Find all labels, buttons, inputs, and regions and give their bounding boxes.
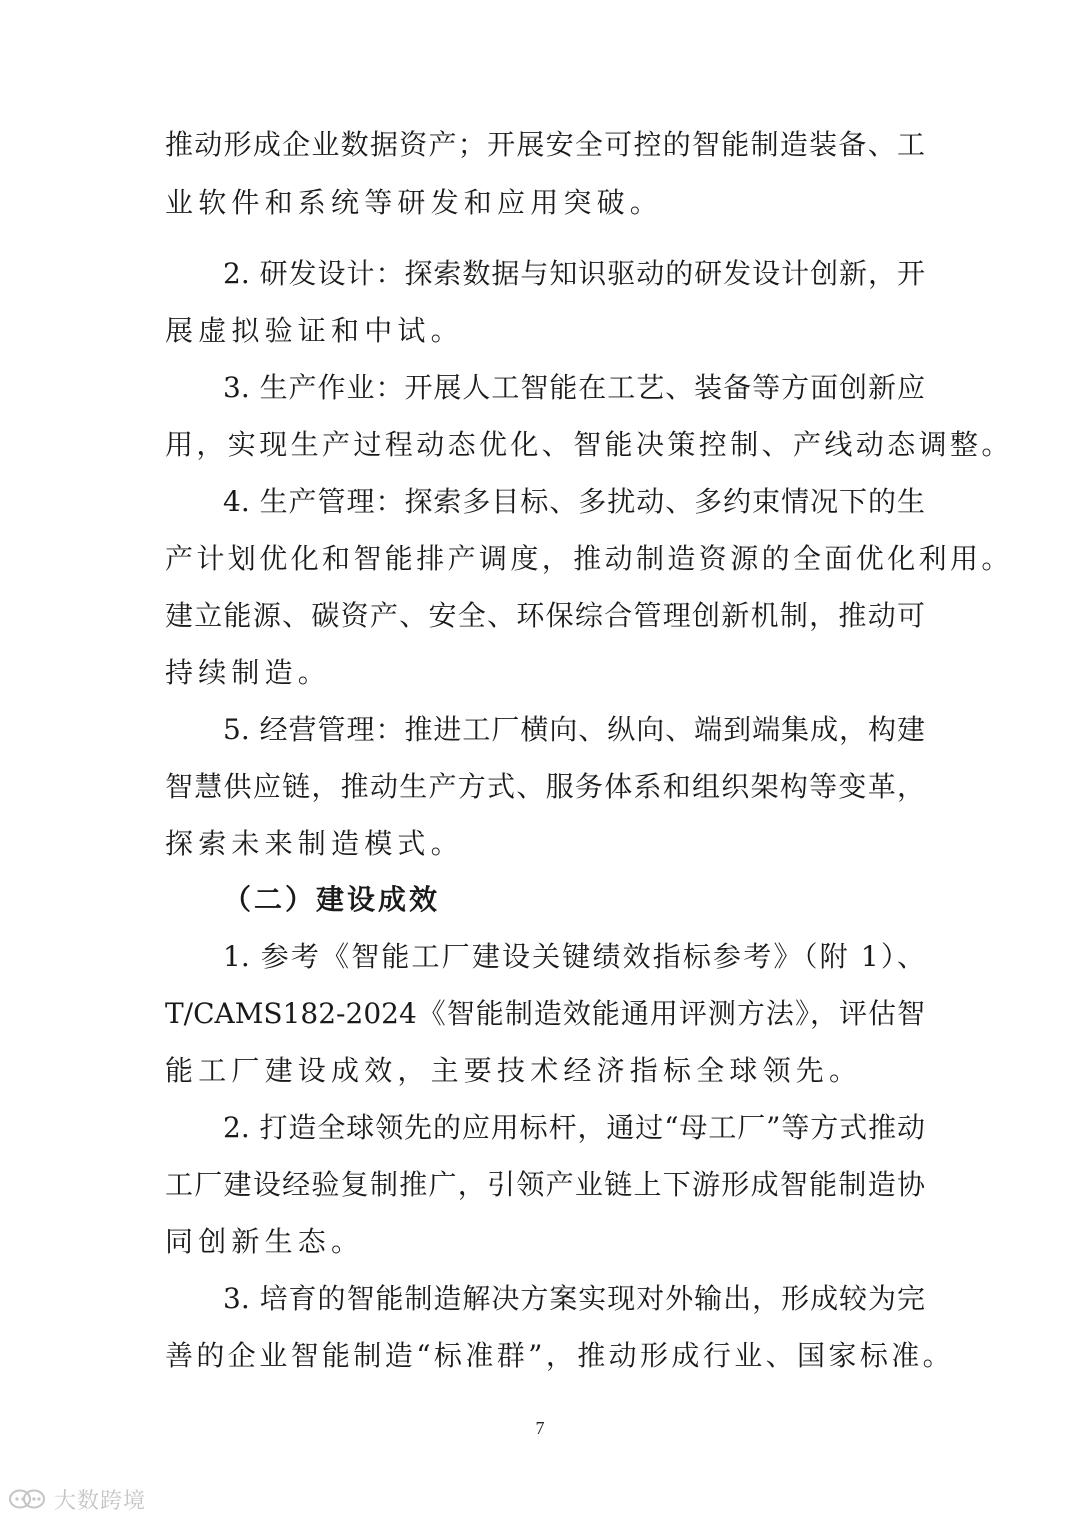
section-heading: （二）建设成效 <box>223 883 441 916</box>
paragraph-line: 3. 生产作业：开展人工智能在工艺、装备等方面创新应 <box>223 371 925 404</box>
paragraph-line: 业软件和系统等研发和应用突破。 <box>165 186 664 219</box>
paragraph-line: 3. 培育的智能制造解决方案实现对外输出，形成较为完 <box>223 1282 925 1315</box>
watermark <box>8 1483 146 1515</box>
paragraph-line: T/CAMS182-2024《智能制造效能通用评测方法》，评估智 <box>165 997 925 1030</box>
paragraph-line: 持续制造。 <box>165 656 332 689</box>
paragraph-line: 推动形成企业数据资产；开展安全可控的智能制造装备、工 <box>165 128 925 161</box>
paragraph-line: 善的企业智能制造“标准群”，推动形成行业、国家标准。 <box>165 1339 955 1372</box>
paragraph-line: 2. 研发设计：探索数据与知识驱动的研发设计创新，开 <box>223 257 925 290</box>
paragraph-line: 工厂建设经验复制推广，引领产业链上下游形成智能制造协 <box>165 1168 925 1201</box>
paragraph-line: 同创新生态。 <box>165 1225 365 1258</box>
chat-bubbles-logo-icon <box>8 1487 48 1511</box>
paragraph-line: 1. 参考《智能工厂建设关键绩效指标参考》（附 1）、 <box>223 940 925 973</box>
paragraph-line: 智慧供应链，推动生产方式、服务体系和组织架构等变革， <box>165 770 925 803</box>
paragraph-line: 2. 打造全球领先的应用标杆，通过“母工厂”等方式推动 <box>223 1111 925 1144</box>
paragraph-line: 展虚拟验证和中试。 <box>165 314 464 347</box>
paragraph-line: 5. 经营管理：推进工厂横向、纵向、端到端集成，构建 <box>223 713 925 746</box>
paragraph-line: 探索未来制造模式。 <box>165 827 464 860</box>
paragraph-line: 建立能源、碳资产、安全、环保综合管理创新机制，推动可 <box>165 599 925 632</box>
paragraph-line: 产计划优化和智能排产调度，推动制造资源的全面优化利用。 <box>165 542 1013 575</box>
watermark-text: 大数跨境 <box>54 1488 147 1514</box>
paragraph-line: 4. 生产管理：探索多目标、多扰动、多约束情况下的生 <box>223 485 925 518</box>
page-number: 7 <box>535 1418 545 1438</box>
paragraph-line: 用，实现生产过程动态优化、智能决策控制、产线动态调整。 <box>165 428 1013 461</box>
paragraph-line: 能工厂建设成效，主要技术经济指标全球领先。 <box>165 1054 863 1087</box>
